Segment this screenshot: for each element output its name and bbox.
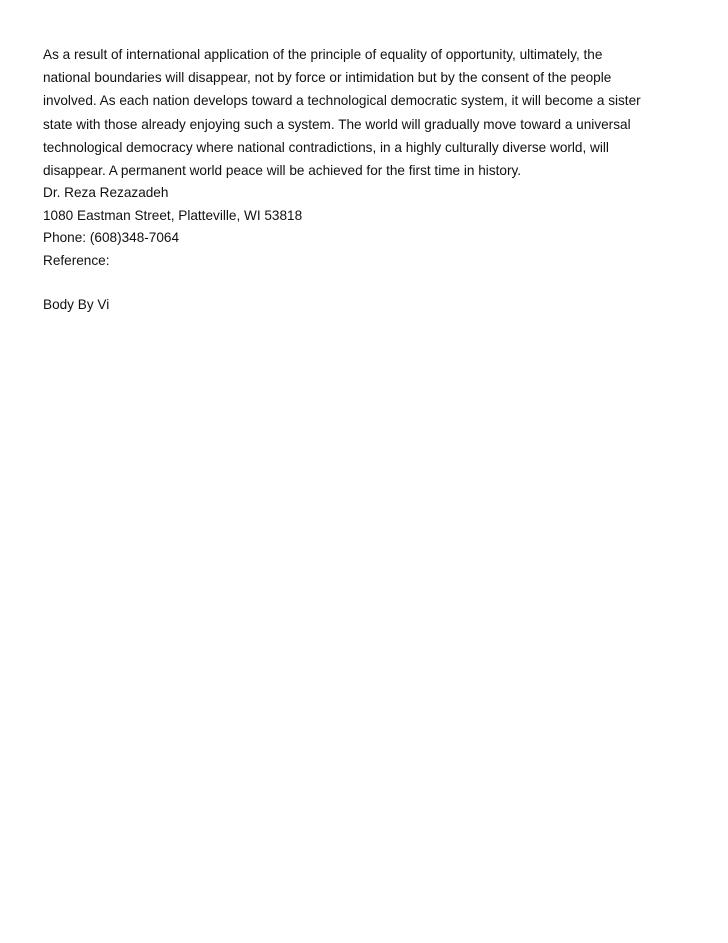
contact-block: [43, 182, 688, 272]
footer-text: Body By Vi: [43, 296, 110, 312]
body-paragraph: [43, 43, 688, 182]
author-name: Dr. Reza Rezazadeh: [43, 185, 169, 201]
paragraph-line: As a result of international application of the principle of equality of opportunity, ultimately, the: [43, 47, 603, 62]
paragraph-line: involved. As each nation develops toward a technological democratic system, it will become a sister: [43, 93, 641, 109]
paragraph-line: disappear. A permanent world peace will be achieved for the first time in history.: [43, 162, 522, 178]
section-spacer: [43, 273, 688, 294]
reference-label: Reference:: [43, 252, 110, 268]
author-phone: Phone: (608)348-7064: [43, 230, 180, 246]
paragraph-line: state with those already enjoying such a system. The world will gradually move toward a universal: [43, 116, 631, 132]
document-content: [43, 43, 688, 316]
paragraph-line: technological democracy where national contradictions, in a highly culturally diverse world, will: [43, 139, 609, 155]
author-address: 1080 Eastman Street, Platteville, WI 53818: [43, 207, 303, 223]
paragraph-line: national boundaries will disappear, not by force or intimidation but by the consent of the people: [43, 70, 612, 86]
